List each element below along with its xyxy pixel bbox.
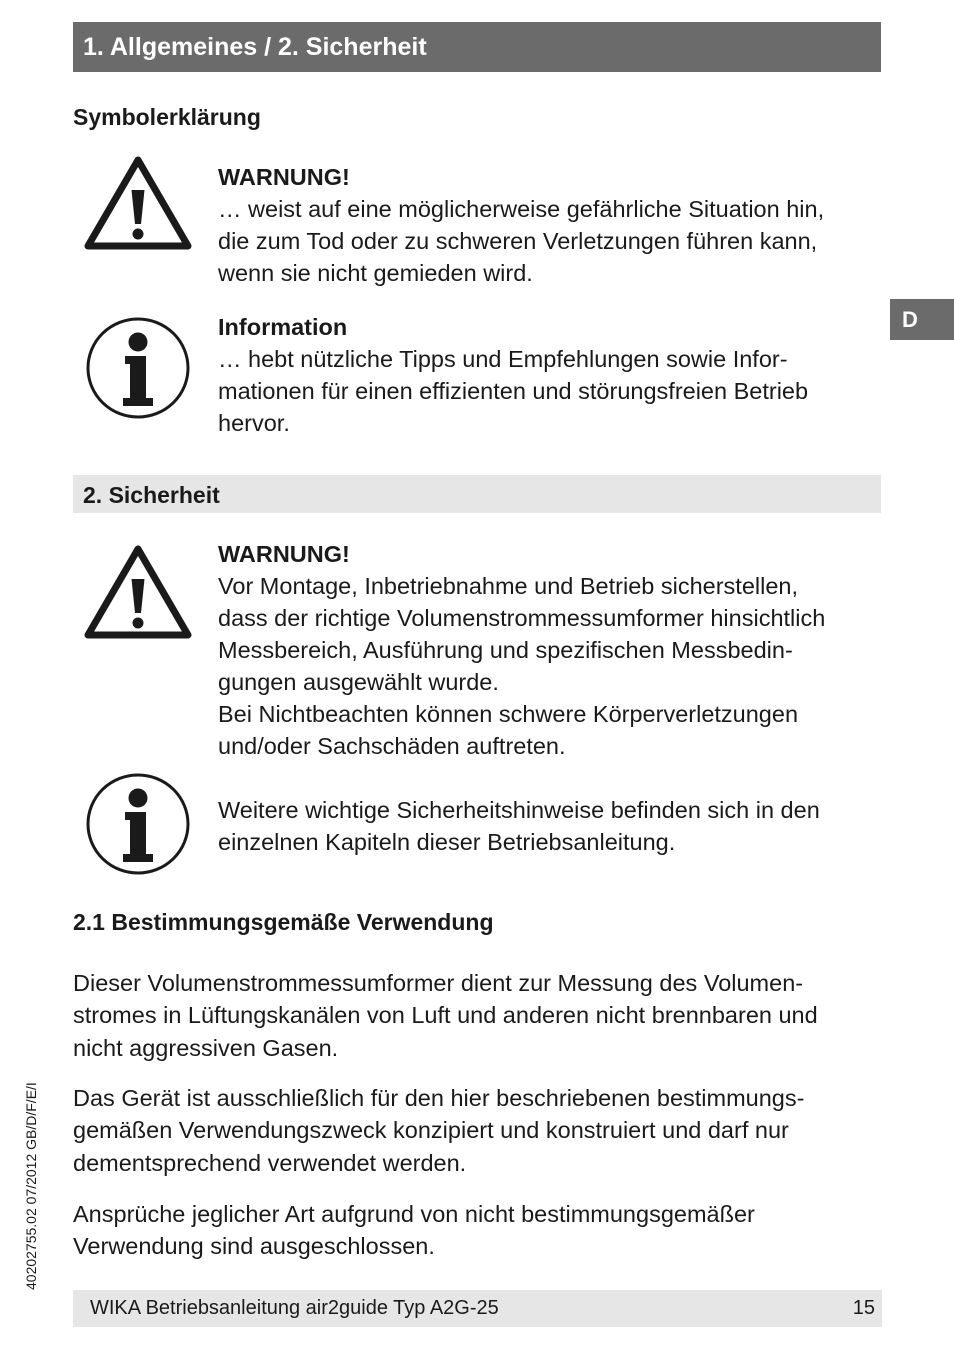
safety-information-notice — [218, 794, 883, 858]
warning-text-line: Messbereich, Ausführung und spezifischen Messbedin- — [218, 637, 793, 663]
info-icon — [85, 772, 191, 876]
symbol-information-notice — [218, 311, 883, 439]
page-number: 15 — [852, 1297, 875, 1319]
warning-text-line: gungen ausgewählt wurde. — [218, 669, 499, 695]
intended-use-paragraph — [73, 967, 883, 1064]
paragraph-line: nicht aggressiven Gasen. — [73, 1034, 339, 1061]
page-footer — [73, 1290, 882, 1327]
warning-text-line: und/oder Sachschäden auftreten. — [218, 733, 566, 759]
intended-use-heading: 2.1 Bestimmungsgemäße Verwendung — [73, 909, 494, 935]
language-tab: D — [890, 299, 954, 340]
safety-warning-notice — [218, 538, 883, 762]
page-header: 1. Allgemeines / 2. Sicherheit — [73, 22, 881, 72]
intended-use-paragraph — [73, 1082, 883, 1179]
paragraph-line: gemäßen Verwendungszweck konzipiert und konstruiert und darf nur — [73, 1117, 789, 1144]
paragraph-line: stromes in Lüftungskanälen von Luft und anderen nicht brennbaren und — [73, 1002, 818, 1029]
warning-text-line: Bei Nichtbeachten können schwere Körperverletzungen — [218, 701, 799, 727]
information-text-line: hervor. — [218, 410, 290, 436]
safety-section-heading: 2. Sicherheit — [73, 475, 881, 513]
warning-triangle-icon — [84, 156, 192, 252]
warning-title: WARNUNG! — [218, 164, 350, 190]
intended-use-paragraph — [73, 1198, 883, 1263]
information-text-line: Weitere wichtige Sicherheitshinweise befinden sich in den — [218, 797, 820, 823]
warning-title: WARNUNG! — [218, 541, 350, 567]
symbol-warning-notice — [218, 161, 883, 289]
symbol-heading: Symbolerklärung — [73, 104, 261, 130]
warning-text-line: die zum Tod oder zu schweren Verletzungen führen kann, — [218, 228, 818, 254]
information-title: Information — [218, 314, 348, 340]
information-text-line: mationen für einen effizienten und störungsfreien Betrieb — [218, 378, 809, 404]
paragraph-line: Das Gerät ist ausschließlich für den hier beschriebenen bestimmungs- — [73, 1085, 805, 1111]
warning-text-line: Vor Montage, Inbetriebnahme und Betrieb sicherstellen, — [218, 573, 799, 599]
document-code: 40202755.02 07/2012 GB/D/F/E/I — [23, 1082, 39, 1290]
warning-text-line: wenn sie nicht gemieden wird. — [218, 260, 533, 286]
info-icon — [85, 316, 191, 420]
footer-text: WIKA Betriebsanleitung air2guide Typ A2G-25 — [90, 1297, 499, 1319]
warning-triangle-icon — [84, 545, 192, 641]
warning-text-line: dass der richtige Volumenstrommessumformer hinsichtlich — [218, 605, 826, 631]
paragraph-line: dementsprechend verwendet werden. — [73, 1149, 467, 1176]
paragraph-line: Dieser Volumenstrommessumformer dient zur Messung des Volumen- — [73, 970, 804, 996]
paragraph-line: Verwendung sind ausgeschlossen. — [73, 1233, 435, 1260]
information-text-line: … hebt nützliche Tipps und Empfehlungen sowie Infor- — [218, 346, 788, 372]
warning-text-line: … weist auf eine möglicherweise gefährliche Situation hin, — [218, 196, 825, 222]
information-text-line: einzelnen Kapiteln dieser Betriebsanleitung. — [218, 829, 676, 855]
paragraph-line: Ansprüche jeglicher Art aufgrund von nicht bestimmungsgemäßer — [73, 1201, 755, 1227]
